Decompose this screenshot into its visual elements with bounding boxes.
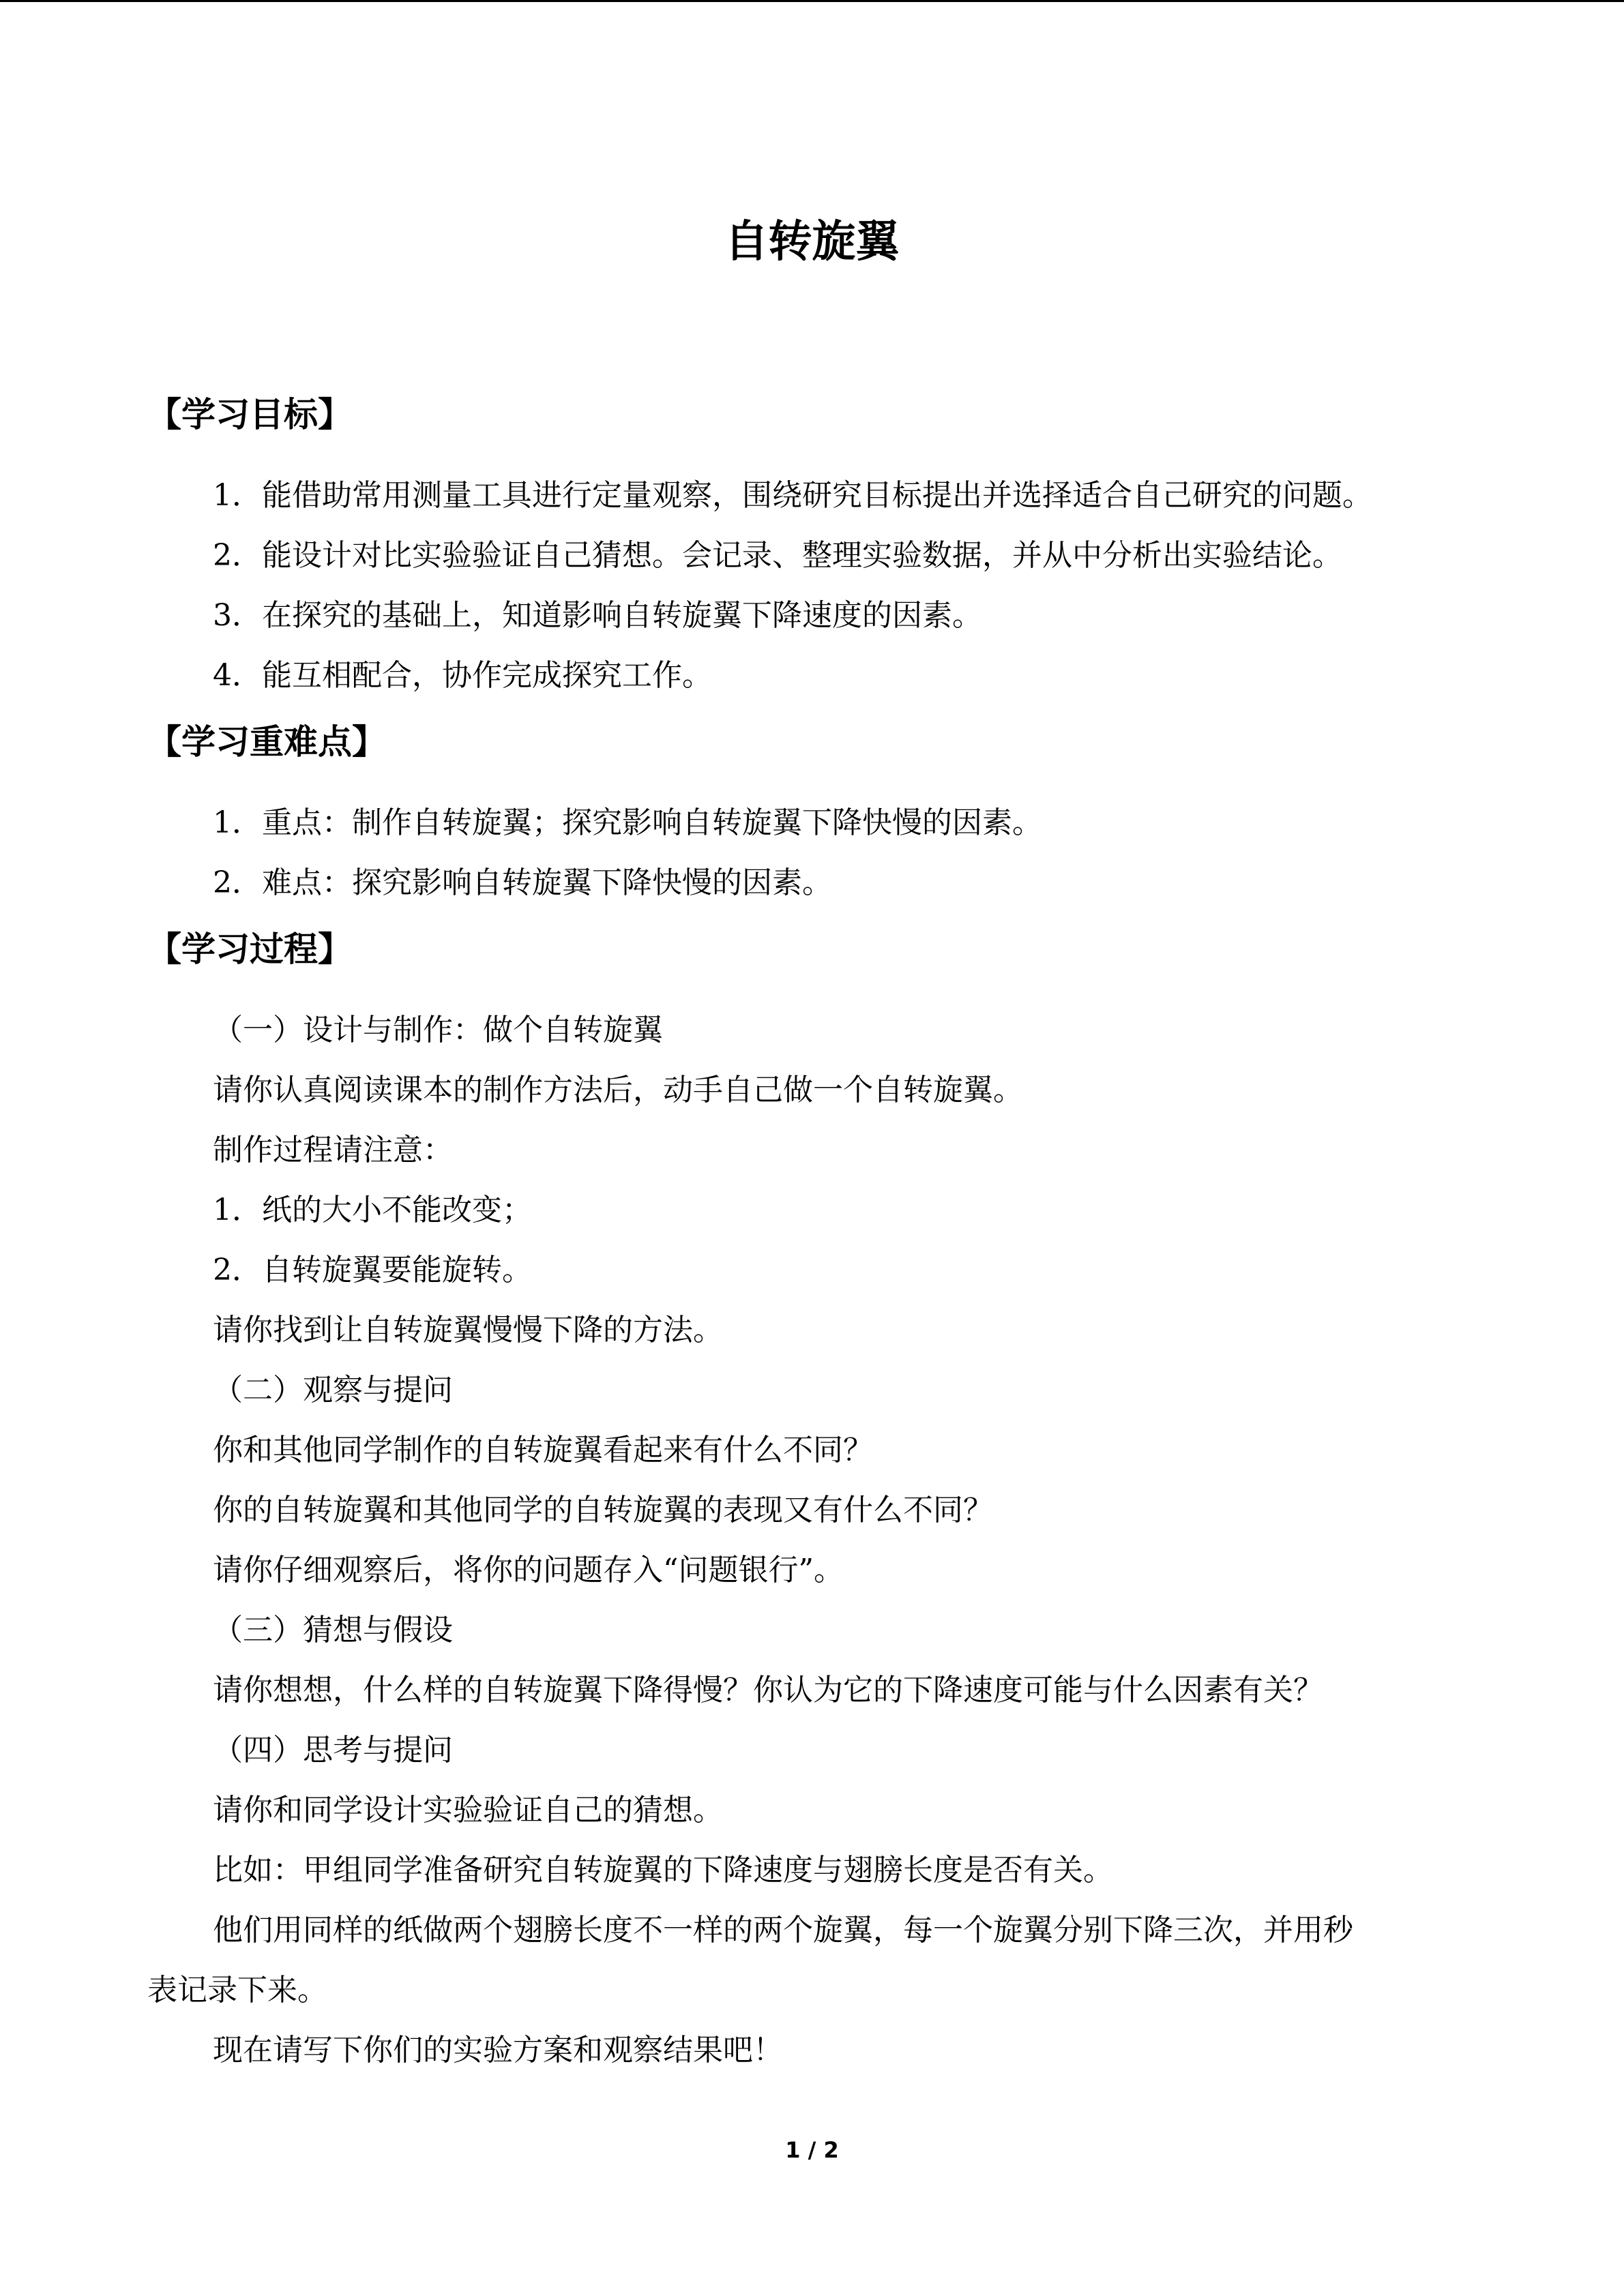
page-number: 1 / 2 xyxy=(785,2137,839,2163)
process-paragraph-line-1: 他们用同样的纸做两个翅膀长度不一样的两个旋翼，每一个旋翼分别下降三次，并用秒 xyxy=(213,1913,1353,1948)
process-line-3: 制作过程请注意： xyxy=(213,1133,453,1167)
process-line-9: 你的自转旋翼和其他同学的自转旋翼的表现又有什么不同？ xyxy=(213,1493,993,1527)
process-line-13: （四）思考与提问 xyxy=(213,1733,453,1768)
page-title: 自转旋翼 xyxy=(724,217,900,267)
process-line-15: 比如：甲组同学准备研究自转旋翼的下降速度与翅膀长度是否有关。 xyxy=(213,1853,1113,1888)
process-line-8: 你和其他同学制作的自转旋翼看起来有什么不同？ xyxy=(213,1433,873,1467)
process-line-2: 请你认真阅读课本的制作方法后，动手自己做一个自转旋翼。 xyxy=(213,1073,1023,1107)
process-paragraph-line-2: 表记录下来。 xyxy=(147,1973,327,2008)
heading-key-points: 【学习重难点】 xyxy=(147,722,386,762)
process-line-7: （二）观察与提问 xyxy=(213,1373,453,1407)
process-line-14: 请你和同学设计实验验证自己的猜想。 xyxy=(213,1793,723,1828)
process-line-5: 2．自转旋翼要能旋转。 xyxy=(213,1253,532,1287)
heading-learning-process: 【学习过程】 xyxy=(147,929,352,969)
process-final-line: 现在请写下你们的实验方案和观察结果吧！ xyxy=(213,2033,783,2068)
process-line-11: （三）猜想与假设 xyxy=(213,1613,453,1648)
process-line-12: 请你想想，什么样的自转旋翼下降得慢？你认为它的下降速度可能与什么因素有关？ xyxy=(213,1673,1323,1708)
process-line-6: 请你找到让自转旋翼慢慢下降的方法。 xyxy=(213,1313,723,1347)
goal-item-2: 2．能设计对比实验验证自己猜想。会记录、整理实验数据，并从中分析出实验结论。 xyxy=(213,538,1342,573)
key-point-item-1: 1．重点：制作自转旋翼；探究影响自转旋翼下降快慢的因素。 xyxy=(213,805,1042,840)
process-line-1: （一）设计与制作：做个自转旋翼 xyxy=(213,1013,663,1047)
goal-item-1: 1．能借助常用测量工具进行定量观察，围绕研究目标提出并选择适合自己研究的问题。 xyxy=(213,478,1372,513)
process-line-4: 1．纸的大小不能改变； xyxy=(213,1193,532,1227)
heading-learning-goals: 【学习目标】 xyxy=(147,395,352,434)
process-line-10: 请你仔细观察后，将你的问题存入“问题银行”。 xyxy=(213,1553,844,1587)
goal-item-3: 3．在探究的基础上，知道影响自转旋翼下降速度的因素。 xyxy=(213,598,982,633)
key-point-item-2: 2．难点：探究影响自转旋翼下降快慢的因素。 xyxy=(213,865,832,900)
goal-item-4: 4．能互相配合，协作完成探究工作。 xyxy=(213,658,712,693)
